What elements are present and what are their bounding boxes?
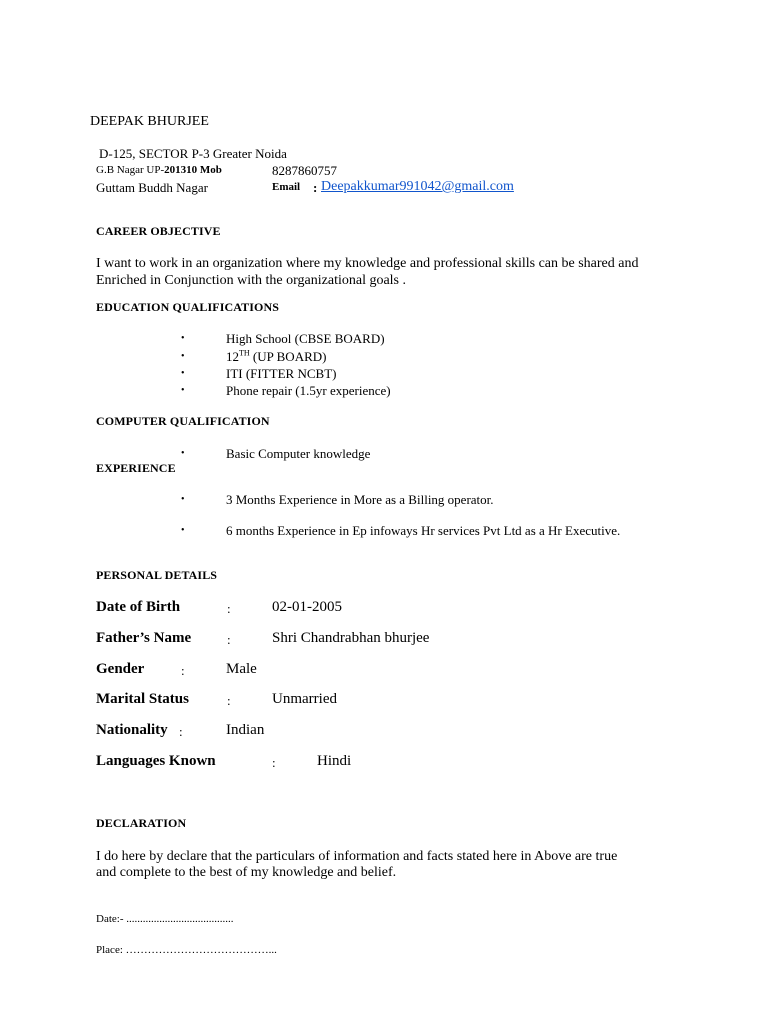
address-line-2	[96, 164, 222, 176]
bullet-icon: •	[181, 448, 185, 459]
bullet-icon: •	[181, 351, 185, 362]
experience-item-1: 3 Months Experience in More as a Billing operator.	[226, 492, 494, 507]
languages-value: Hindi	[317, 753, 352, 769]
marital-status-value: Unmarried	[272, 691, 337, 707]
nationality-colon: :	[179, 724, 183, 739]
nationality-label: Nationality	[96, 722, 168, 738]
education-item-2-text: (UP BOARD)	[249, 349, 327, 364]
address-line-3: Guttam Buddh Nagar	[96, 180, 208, 195]
personal-details-heading: PERSONAL DETAILS	[96, 568, 218, 582]
dob-value: 02-01-2005	[272, 599, 342, 615]
email-label: Email	[272, 181, 301, 193]
languages-label: Languages Known	[96, 753, 216, 769]
address-line-1: D-125, SECTOR P-3 Greater Noida	[99, 146, 287, 161]
date-line: Date:- .......................................	[96, 913, 234, 925]
father-name-label: Father’s Name	[96, 630, 192, 646]
gender-value: Male	[226, 661, 257, 677]
father-name-value: Shri Chandrabhan bhurjee	[272, 630, 430, 646]
dob-label: Date of Birth	[96, 599, 181, 615]
candidate-name: DEEPAK BHURJEE	[90, 114, 209, 129]
bullet-icon: •	[181, 333, 185, 344]
place-line: Place: …………………………………...	[96, 944, 277, 956]
computer-qualification-heading: COMPUTER QUALIFICATION	[96, 414, 270, 428]
dob-colon: :	[227, 601, 231, 616]
education-item-3: ITI (FITTER NCBT)	[226, 366, 337, 381]
marital-status-colon: :	[227, 693, 231, 708]
education-item-4: Phone repair (1.5yr experience)	[226, 383, 391, 398]
education-heading: EDUCATION QUALIFICATIONS	[96, 300, 279, 314]
pincode-mob-label: 201310 Mob	[164, 164, 222, 176]
gender-colon: :	[181, 663, 185, 678]
career-objective-heading: CAREER OBJECTIVE	[96, 224, 221, 238]
education-item-2-superscript: TH	[239, 348, 250, 358]
address-line-2-text: G.B Nagar UP-	[96, 164, 165, 176]
education-item-2-number: 12	[226, 349, 239, 364]
email-link[interactable]: Deepakkumar991042@gmail.com	[321, 179, 514, 194]
marital-status-label: Marital Status	[96, 691, 189, 707]
education-item-2	[226, 349, 326, 365]
mobile-number: 8287860757	[272, 163, 337, 178]
career-objective-line-2: Enriched in Conjunction with the organizational goals .	[96, 273, 407, 288]
experience-heading: EXPERIENCE	[96, 461, 176, 475]
bullet-icon: •	[181, 368, 185, 379]
gender-label: Gender	[96, 661, 145, 677]
declaration-line-2: and complete to the best of my knowledge and belief.	[96, 865, 397, 880]
bullet-icon: •	[181, 385, 185, 396]
experience-item-2: 6 months Experience in Ep infoways Hr services Pvt Ltd as a Hr Executive.	[226, 523, 621, 538]
email-colon: :	[313, 180, 318, 195]
education-item-1: High School (CBSE BOARD)	[226, 331, 385, 346]
computer-item-1: Basic Computer knowledge	[226, 446, 371, 461]
declaration-line-1: I do here by declare that the particulars of information and facts stated here in Above are true	[96, 849, 618, 864]
bullet-icon: •	[181, 494, 185, 505]
career-objective-line-1: I want to work in an organization where my knowledge and professional skills can be shared and	[96, 256, 639, 271]
languages-colon: :	[272, 755, 276, 770]
nationality-value: Indian	[226, 722, 265, 738]
father-name-colon: :	[227, 632, 231, 647]
declaration-heading: DECLARATION	[96, 816, 187, 830]
bullet-icon: •	[181, 525, 185, 536]
